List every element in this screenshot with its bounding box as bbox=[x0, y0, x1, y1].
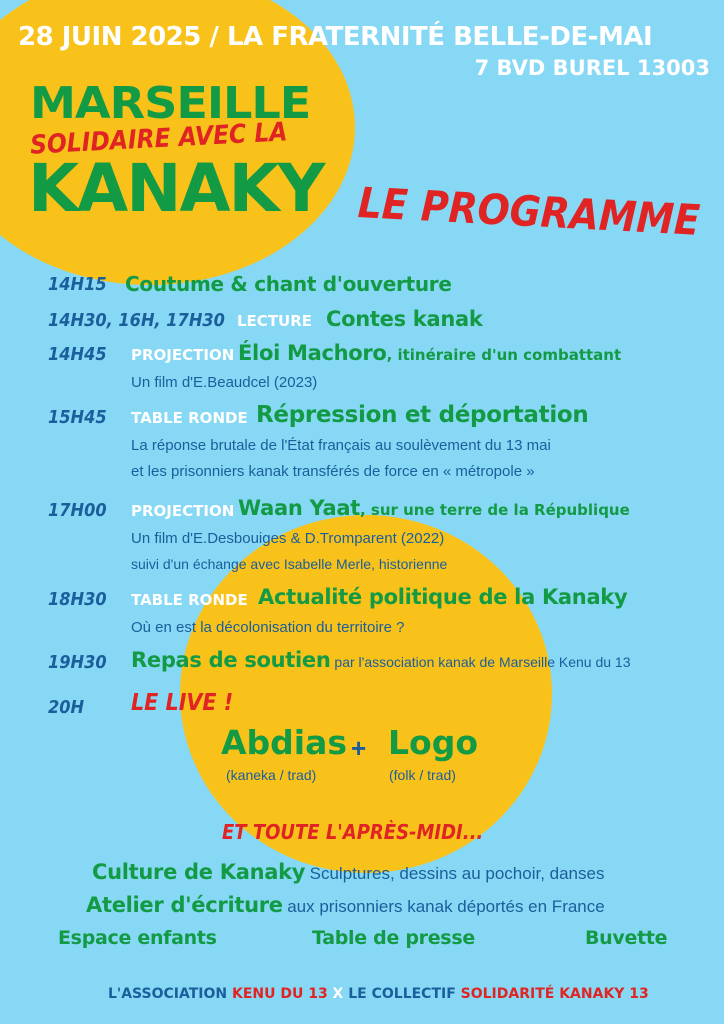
artist-abdias-genre: (kaneka / trad) bbox=[226, 767, 317, 783]
schedule-desc: et les prisonniers kanak transférés de force en « métropole » bbox=[131, 463, 535, 480]
espace-enfants: Espace enfants bbox=[58, 927, 217, 949]
schedule-title-line bbox=[238, 341, 621, 365]
schedule-time: 20H bbox=[48, 697, 85, 718]
schedule-desc: suivi d'un échange avec Isabelle Merle, historienne bbox=[131, 556, 448, 572]
schedule-desc: La réponse brutale de l'État français au soulèvement du 13 mai bbox=[131, 437, 551, 454]
footer-x: X bbox=[327, 986, 349, 1002]
schedule-time: 15H45 bbox=[48, 407, 107, 428]
schedule-subtitle: , itinéraire d'un combattant bbox=[386, 346, 622, 364]
schedule-title: Waan Yaat bbox=[238, 496, 360, 520]
schedule-tag: TABLE RONDE bbox=[131, 409, 248, 427]
schedule-time: 14H30, 16H, 17H30 bbox=[48, 310, 225, 331]
table-de-presse: Table de presse bbox=[312, 927, 475, 949]
footer-kenu: KENU DU 13 bbox=[231, 986, 328, 1002]
schedule-title: Coutume & chant d'ouverture bbox=[125, 272, 452, 296]
schedule-desc: Où en est la décolonisation du territoire ? bbox=[131, 619, 405, 636]
schedule-desc: Un film d'E.Beaudcel (2023) bbox=[131, 374, 318, 391]
afternoon-item bbox=[86, 893, 605, 917]
schedule-title: LE LIVE ! bbox=[131, 690, 234, 716]
afternoon-item bbox=[92, 860, 604, 884]
schedule-subtitle: par l'association kanak de Marseille Kenu du 13 bbox=[330, 654, 631, 670]
schedule-time: 14H45 bbox=[48, 344, 107, 365]
afternoon-title: ET TOUTE L'APRÈS-MIDI... bbox=[222, 820, 484, 844]
schedule-tag: TABLE RONDE bbox=[131, 591, 248, 609]
afternoon-item-desc: Sculptures, dessins au pochoir, danses bbox=[309, 864, 605, 883]
footer-part: L'ASSOCIATION bbox=[108, 986, 232, 1002]
artist-logo: Logo bbox=[388, 723, 478, 762]
logo-marseille: MARSEILLE bbox=[30, 78, 311, 129]
footer-collectif: SOLIDARITÉ KANAKY 13 bbox=[460, 986, 649, 1002]
schedule-time: 18H30 bbox=[48, 589, 107, 610]
schedule-subtitle: , sur une terre de la République bbox=[359, 501, 630, 519]
logo-kanaky: KANAKY bbox=[28, 150, 324, 227]
plus-sign: + bbox=[351, 733, 367, 763]
schedule-title-line bbox=[131, 648, 631, 672]
schedule-time: 14H15 bbox=[48, 274, 107, 295]
schedule-title-line bbox=[238, 496, 630, 520]
schedule-tag: LECTURE bbox=[237, 312, 313, 330]
schedule-title: Actualité politique de la Kanaky bbox=[258, 585, 628, 609]
schedule-desc: Un film d'E.Desbouiges & D.Tromparent (2022) bbox=[131, 530, 445, 547]
artist-logo-genre: (folk / trad) bbox=[389, 767, 456, 783]
schedule-time: 17H00 bbox=[48, 500, 107, 521]
afternoon-item-desc: aux prisonniers kanak déportés en France bbox=[287, 897, 605, 916]
buvette: Buvette bbox=[585, 927, 668, 949]
event-date-venue: 28 JUIN 2025 / LA FRATERNITÉ BELLE-DE-MAI bbox=[18, 22, 653, 52]
logo-solidaire: SOLIDAIRE AVEC LA bbox=[29, 117, 289, 161]
schedule-title: Contes kanak bbox=[326, 307, 483, 331]
schedule-time: 19H30 bbox=[48, 652, 107, 673]
afternoon-item-title: Culture de Kanaky bbox=[92, 860, 306, 884]
footer-part: LE COLLECTIF bbox=[348, 986, 461, 1002]
afternoon-item-title: Atelier d'écriture bbox=[86, 893, 283, 917]
schedule-title: Répression et déportation bbox=[256, 402, 589, 428]
artist-abdias: Abdias bbox=[221, 723, 348, 762]
schedule-tag: PROJECTION bbox=[131, 502, 235, 520]
schedule-tag: PROJECTION bbox=[131, 346, 235, 364]
programme-title: LE PROGRAMME bbox=[356, 178, 702, 245]
event-address: 7 BVD BUREL 13003 bbox=[474, 56, 710, 80]
schedule-title: Repas de soutien bbox=[131, 648, 331, 672]
schedule-title: Éloi Machoro bbox=[238, 341, 387, 365]
footer-credits bbox=[108, 986, 649, 1002]
